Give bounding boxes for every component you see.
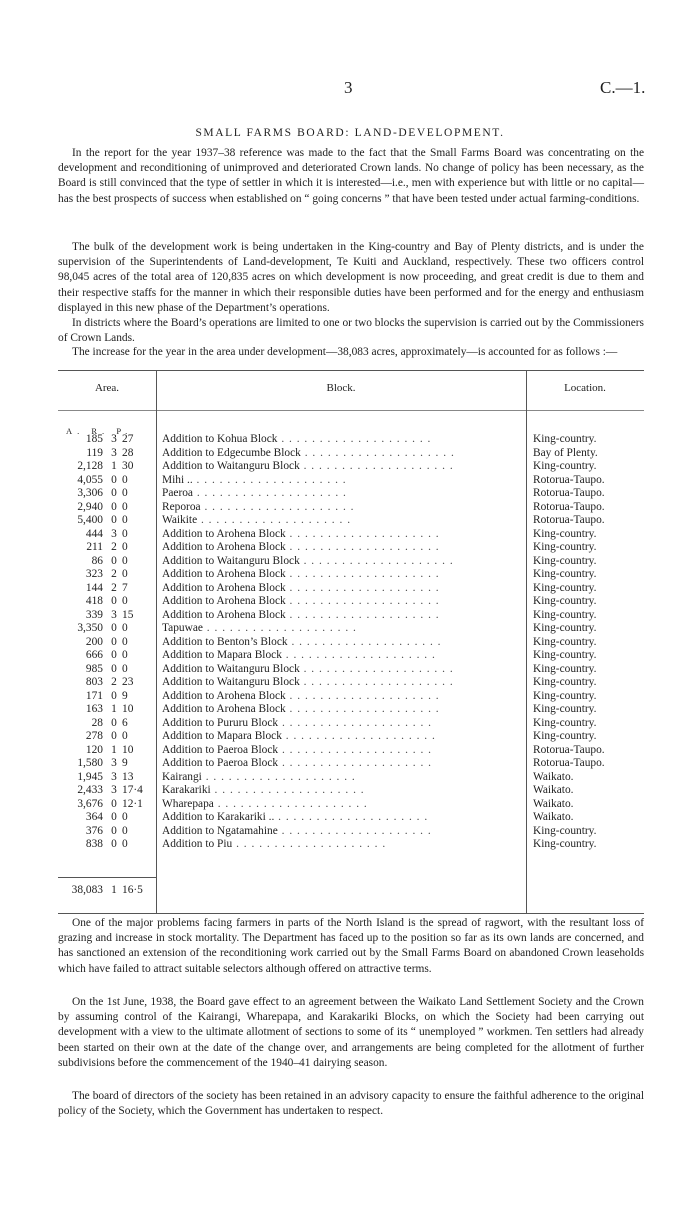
row-block: Wharepapa . .	[162, 798, 522, 812]
development-table	[58, 370, 644, 915]
table-row	[58, 487, 644, 501]
row-perches: 0	[122, 541, 128, 553]
row-location: King-country.	[533, 527, 597, 540]
row-perches: 0	[122, 595, 128, 607]
row-perches: 6	[122, 716, 128, 729]
row-location: King-country.	[533, 568, 597, 580]
row-roods: 1	[111, 703, 117, 715]
table-row	[58, 636, 644, 650]
row-acres: 200	[85, 635, 103, 648]
row-block: Addition to Arohena Block . .	[162, 595, 522, 609]
table-row	[58, 541, 644, 555]
row-location: King-country.	[533, 730, 597, 742]
table-row	[58, 838, 644, 852]
row-roods: 1	[111, 743, 117, 756]
table-top-rule	[58, 370, 644, 371]
row-location: Rotorua-Taupo.	[533, 514, 605, 526]
table-row	[58, 825, 644, 839]
row-location: King-country.	[533, 595, 597, 607]
row-location: King-country.	[533, 622, 597, 634]
table-total	[58, 884, 156, 898]
row-perches: 0	[122, 811, 128, 823]
row-acres: 3,306	[77, 487, 103, 499]
row-perches: 7	[122, 581, 128, 594]
table-row	[58, 771, 644, 785]
row-block: Addition to Arohena Block . .	[162, 690, 522, 704]
row-roods: 2	[111, 568, 117, 580]
row-acres: 2,433	[77, 784, 103, 796]
table-row	[58, 690, 644, 704]
paragraph-increase-intro: The increase for the year in the area under development—38,083 acres, approximately—is accounted for as follows :—	[72, 346, 618, 358]
row-roods: 3	[111, 770, 117, 783]
row-acres: 339	[85, 608, 103, 621]
row-roods: 1	[111, 460, 117, 472]
row-roods: 0	[111, 635, 117, 648]
total-rule	[58, 877, 156, 878]
row-roods: 3	[111, 757, 117, 769]
row-block: Addition to Waitanguru Block . .	[162, 555, 522, 569]
row-block: Addition to Arohena Block . .	[162, 528, 522, 542]
row-roods: 0	[111, 473, 117, 486]
header-location: Location.	[564, 382, 606, 394]
paragraph-ragwort: One of the major problems facing farmers in parts of the North Island is the spread of ragwort, with the resultant loss of grazing and increase in stock mortality. The Department has faced up to the position so far as its own lands are concerned, and has sanctioned an extension of the reconditioning work carried out by the Small Farms Board on abandoned Crown leaseholds which have failed to attract suitable selectors although offered on attractive terms.	[58, 917, 644, 975]
row-block: Waikite . .	[162, 514, 522, 528]
row-roods: 0	[111, 811, 117, 823]
table-row	[58, 703, 644, 717]
row-block: Mihi .. . .	[162, 474, 522, 488]
table-row	[58, 447, 644, 461]
row-block: Tapuwae . .	[162, 622, 522, 636]
row-roods: 0	[111, 730, 117, 742]
table-row	[58, 555, 644, 569]
table-row	[58, 744, 644, 758]
section-title: SMALL FARMS BOARD: LAND-DEVELOPMENT.	[195, 127, 505, 139]
table-row	[58, 798, 644, 812]
row-acres: 120	[85, 743, 103, 756]
row-block: Addition to Edgecumbe Block . .	[162, 447, 522, 461]
row-location: King-country.	[533, 703, 597, 715]
row-perches: 30	[122, 460, 134, 472]
row-block: Kairangi . .	[162, 771, 522, 785]
row-block: Addition to Benton’s Block . .	[162, 636, 522, 650]
total-perches: 16·5	[122, 884, 143, 896]
row-block: Addition to Waitanguru Block . .	[162, 676, 522, 690]
unit-acres: A.	[66, 426, 85, 436]
row-location: King-country.	[533, 838, 597, 850]
row-perches: 23	[122, 676, 134, 688]
row-location: King-country.	[533, 716, 597, 729]
row-perches: 9	[122, 757, 128, 769]
row-perches: 15	[122, 608, 134, 621]
row-block: Addition to Piu . .	[162, 838, 522, 852]
row-acres: 144	[85, 581, 103, 594]
total-acres: 38,083	[71, 884, 103, 896]
row-location: Rotorua-Taupo.	[533, 473, 605, 486]
row-roods: 0	[111, 689, 117, 702]
row-block: Reporoa . .	[162, 501, 522, 515]
table-row	[58, 757, 644, 771]
row-location: Bay of Plenty.	[533, 446, 598, 459]
row-acres: 211	[86, 541, 103, 553]
row-perches: 0	[122, 824, 128, 837]
table-row	[58, 595, 644, 609]
row-roods: 0	[111, 662, 117, 675]
row-perches: 0	[122, 514, 128, 526]
row-block: Addition to Arohena Block . .	[162, 609, 522, 623]
total-roods: 1	[111, 884, 117, 896]
row-block: Addition to Kohua Block . .	[162, 433, 522, 447]
table-header-rule	[58, 410, 644, 411]
row-acres: 364	[85, 811, 103, 823]
row-perches: 0	[122, 487, 128, 499]
page-reference: C.—1.	[600, 78, 646, 97]
row-perches: 10	[122, 703, 134, 715]
table-row	[58, 460, 644, 474]
row-roods: 0	[111, 838, 117, 850]
row-block: Addition to Ngatamahine . .	[162, 825, 522, 839]
row-roods: 0	[111, 500, 117, 513]
row-perches: 27	[122, 433, 134, 445]
row-roods: 0	[111, 824, 117, 837]
row-location: Waikato.	[533, 797, 574, 810]
row-acres: 985	[85, 662, 103, 675]
row-perches: 0	[122, 635, 128, 648]
row-location: King-country.	[533, 689, 597, 702]
row-location: Rotorua-Taupo.	[533, 487, 605, 499]
row-location: Waikato.	[533, 811, 574, 823]
row-acres: 171	[85, 689, 103, 702]
row-roods: 0	[111, 622, 117, 634]
table-row	[58, 582, 644, 596]
row-acres: 163	[85, 703, 103, 715]
row-block: Addition to Arohena Block . .	[162, 703, 522, 717]
row-perches: 12·1	[122, 797, 143, 810]
table-row	[58, 811, 644, 825]
row-location: King-country.	[533, 635, 597, 648]
row-acres: 838	[85, 838, 103, 850]
row-perches: 0	[122, 649, 128, 661]
row-location: King-country.	[533, 433, 597, 445]
paragraph-waikato-agreement: On the 1st June, 1938, the Board gave effect to an agreement between the Waikato Land Settlement Society and the Crown by assuming control of the Kairangi, Wharepapa, and Karakariki Blocks, on which the Society had been carrying out development with a view to the ultimate allotment of sections to some of its “ unemployed ” workmen. Ten settlers had already been started on their own at the date of the change over, and arrangements are being completed for the allotment of further subdivisions before the commencement of the 1940–41 dairying season.	[58, 996, 644, 1069]
table-row	[58, 474, 644, 488]
paragraph-board-of-directors: The board of directors of the society has been retained in an advisory capacity to ensure the faithful adherence to the original policy of the Society, which the Government has undertaken to respect.	[58, 1090, 644, 1118]
table-row	[58, 609, 644, 623]
table-row	[58, 514, 644, 528]
row-acres: 278	[85, 730, 103, 742]
row-location: Waikato.	[533, 770, 574, 783]
row-location: Rotorua-Taupo.	[533, 743, 605, 756]
row-acres: 28	[91, 716, 103, 729]
row-location: King-country.	[533, 676, 597, 688]
table-row	[58, 568, 644, 582]
row-roods: 3	[111, 784, 117, 796]
table-row	[58, 649, 644, 663]
table-row	[58, 717, 644, 731]
row-block: Addition to Karakariki .. . .	[162, 811, 522, 825]
unit-perches: P.	[116, 426, 133, 436]
row-perches: 17·4	[122, 784, 143, 796]
row-location: King-country.	[533, 581, 597, 594]
row-block: Addition to Pururu Block . .	[162, 717, 522, 731]
table-bottom-rule	[58, 913, 644, 914]
table-body	[58, 433, 644, 852]
table-row	[58, 663, 644, 677]
row-acres: 3,676	[77, 797, 103, 810]
row-roods: 2	[111, 541, 117, 553]
row-perches: 0	[122, 527, 128, 540]
row-location: King-country.	[533, 460, 597, 472]
row-roods: 0	[111, 554, 117, 567]
row-acres: 3,350	[77, 622, 103, 634]
row-perches: 0	[122, 662, 128, 675]
row-roods: 3	[111, 527, 117, 540]
row-roods: 3	[111, 433, 117, 445]
row-roods: 3	[111, 608, 117, 621]
row-location: King-country.	[533, 541, 597, 553]
row-perches: 0	[122, 500, 128, 513]
page-number: 3	[344, 78, 353, 97]
row-acres: 2,128	[77, 460, 103, 472]
row-acres: 323	[85, 568, 103, 580]
row-location: King-country.	[533, 554, 597, 567]
row-location: Waikato.	[533, 784, 574, 796]
table-row	[58, 676, 644, 690]
row-location: King-country.	[533, 608, 597, 621]
paragraph-district-supervision: In districts where the Board’s operations are limited to one or two blocks the supervision is carried out by the Commissioners of Crown Lands.	[58, 317, 644, 345]
row-roods: 0	[111, 487, 117, 499]
unit-roods: R.	[91, 426, 110, 436]
row-location: King-country.	[533, 662, 597, 675]
row-acres: 5,400	[77, 514, 103, 526]
row-block: Addition to Mapara Block . .	[162, 730, 522, 744]
row-perches: 9	[122, 689, 128, 702]
row-perches: 0	[122, 473, 128, 486]
row-acres: 1,945	[77, 770, 103, 783]
row-perches: 0	[122, 838, 128, 850]
row-roods: 0	[111, 595, 117, 607]
row-acres: 418	[85, 595, 103, 607]
table-row	[58, 784, 644, 798]
row-acres: 86	[91, 554, 103, 567]
row-perches: 0	[122, 730, 128, 742]
row-roods: 3	[111, 446, 117, 459]
row-perches: 10	[122, 743, 134, 756]
table-row	[58, 528, 644, 542]
row-block: Addition to Arohena Block . .	[162, 568, 522, 582]
row-acres: 4,055	[77, 473, 103, 486]
paragraph-report-reference: In the report for the year 1937–38 reference was made to the fact that the Small Farms Board was concentrating on the development and reconditioning of unimproved and deteriorated Crown lands. No change of policy has been necessary, as the Board is still convinced that the type of settler in which it is interested—i.e., men with experience but with little or no capital—has the best prospects of success when established on “ going concerns ” that have been tested under actual farming-conditions.	[58, 147, 644, 205]
row-block: Addition to Arohena Block . .	[162, 582, 522, 596]
paragraph-development-work: The bulk of the development work is being undertaken in the King-country and Bay of Plenty districts, and is under the supervision of the Superintendents of Land-development, Te Kuiti and Auckland, respectively. These two officers control 98,045 acres of the total area of 120,835 acres on which development is now proceeding, and great credit is due to them and their respective staffs for the manner in which their responsible duties have been performed and for the energy and enthusiasm displayed in this new phase of the Department’s operations.	[58, 241, 644, 314]
table-row	[58, 433, 644, 447]
header-block: Block.	[326, 382, 356, 394]
row-perches: 0	[122, 622, 128, 634]
table-row	[58, 730, 644, 744]
row-acres: 803	[85, 676, 103, 688]
row-location: King-country.	[533, 824, 597, 837]
row-perches: 28	[122, 446, 134, 459]
table-row	[58, 501, 644, 515]
row-roods: 2	[111, 581, 117, 594]
row-block: Addition to Paeroa Block . .	[162, 757, 522, 771]
row-roods: 2	[111, 676, 117, 688]
row-block: Karakariki . .	[162, 784, 522, 798]
row-acres: 119	[86, 446, 103, 459]
table-row	[58, 622, 644, 636]
row-roods: 0	[111, 649, 117, 661]
row-block: Addition to Paeroa Block . .	[162, 744, 522, 758]
row-location: Rotorua-Taupo.	[533, 500, 605, 513]
row-location: King-country.	[533, 649, 597, 661]
row-roods: 0	[111, 514, 117, 526]
row-roods: 0	[111, 716, 117, 729]
row-block: Addition to Waitanguru Block . .	[162, 663, 522, 677]
row-acres: 2,940	[77, 500, 103, 513]
row-location: Rotorua-Taupo.	[533, 757, 605, 769]
row-block: Addition to Arohena Block . .	[162, 541, 522, 555]
row-block: Paeroa . .	[162, 487, 522, 501]
row-acres: 185	[85, 433, 103, 445]
row-perches: 13	[122, 770, 134, 783]
row-perches: 0	[122, 554, 128, 567]
row-acres: 1,580	[77, 757, 103, 769]
row-acres: 666	[85, 649, 103, 661]
row-perches: 0	[122, 568, 128, 580]
header-area: Area.	[94, 382, 120, 394]
row-block: Addition to Mapara Block . .	[162, 649, 522, 663]
row-acres: 444	[85, 527, 103, 540]
row-block: Addition to Waitanguru Block . .	[162, 460, 522, 474]
row-roods: 0	[111, 797, 117, 810]
row-acres: 376	[85, 824, 103, 837]
